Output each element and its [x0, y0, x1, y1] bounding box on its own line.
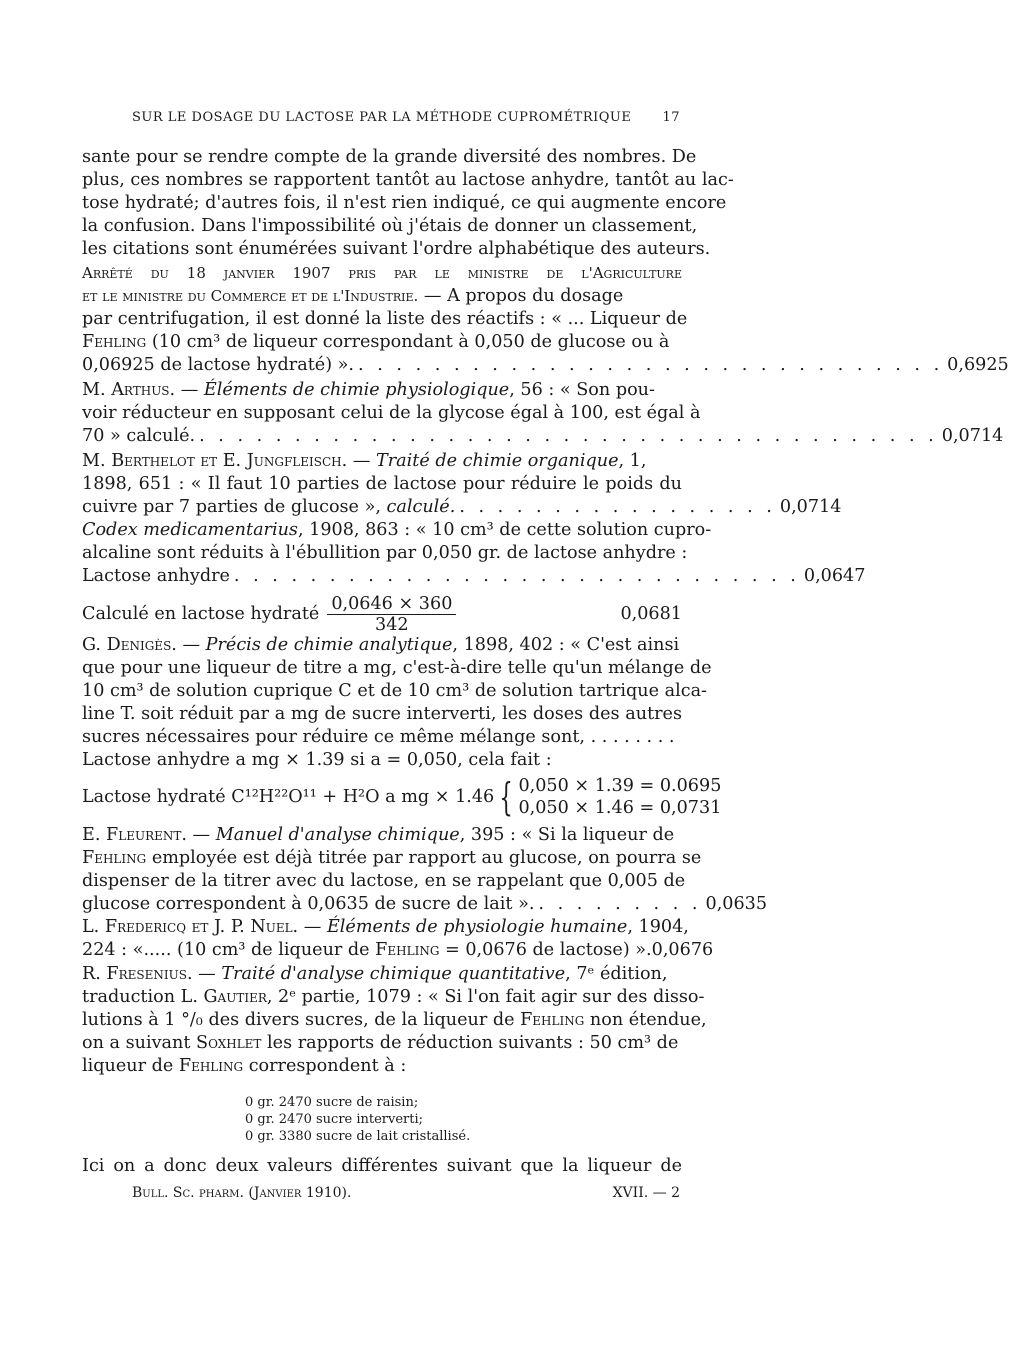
text-span: liqueur de: [82, 1056, 179, 1076]
citation-arthus: [82, 379, 682, 402]
text-line: la confusion. Dans l'impossibilité où j'étais de donner un classement,: [82, 216, 698, 236]
value-label: 70 » calculé.: [82, 426, 196, 446]
reduction-table: [245, 1094, 470, 1145]
table-row: 0 gr. 2470 sucre interverti;: [245, 1112, 424, 1127]
value: 0,0681: [620, 603, 682, 624]
text-line: par centrifugation, il est donné la liste des réactifs : « ... Liqueur de: [82, 309, 688, 329]
citation-codex: [82, 519, 712, 542]
fraction: [327, 594, 456, 635]
text-line: les citations sont énumérées suivant l'ordre alphabétique des auteurs.: [82, 239, 711, 259]
value-line: [82, 565, 866, 588]
page-footer: [132, 1182, 680, 1205]
text-span: 224 : «..... (10 cm³ de liqueur de: [82, 940, 376, 960]
text-span: , 395 : « Si la liqueur de: [459, 825, 675, 845]
author-name: R. Fresenius.: [82, 964, 193, 984]
value-label: [82, 939, 652, 962]
text-span: = 0,0676 de lactose) ».: [439, 940, 652, 960]
text-line: [82, 986, 705, 1009]
table-row: 0 gr. 2470 sucre de raisin;: [245, 1095, 419, 1110]
author-name: Fehling: [178, 1056, 244, 1076]
dot-leader: . . . . . . . . . . . . . . . . .: [459, 497, 776, 517]
author-name: M. Berthelot et E. Jungfleisch.: [82, 451, 348, 471]
text-span: lutions à 1 °/₀ des divers sucres, de la liqueur de: [82, 1010, 521, 1030]
text-span: les rapports de réduction suivants : 50 cm³ de: [261, 1033, 679, 1053]
citation-fresenius: [82, 963, 682, 986]
text-span: , 56 : « Son pou-: [509, 380, 655, 400]
text-line: [82, 1032, 682, 1055]
text-span: correspondent à :: [243, 1056, 407, 1076]
value: 0,0676: [651, 940, 714, 960]
text-span: (10 cm³ de liqueur correspondant à 0,050 de glucose ou à: [146, 332, 670, 352]
text-span: , 1908, 863 : « 10 cm³ de cette solution cupro-: [297, 520, 712, 540]
value-label: Lactose anhydre: [82, 566, 230, 586]
text-line: [82, 331, 682, 354]
citation-deniges: [82, 634, 682, 657]
running-header: [132, 106, 680, 129]
arrete-text: — A propos du dosage: [418, 286, 624, 306]
text-line: dispenser de la titrer avec du lactose, en se rappelant que 0,005 de: [82, 871, 686, 891]
text-line: tose hydraté; d'autres fois, il n'est rien indiqué, ce qui augmente encore: [82, 193, 727, 213]
text-line: voir réducteur en supposant celui de la glycose égal à 100, est égal à: [82, 403, 701, 423]
author-name: G. Denigès.: [82, 635, 177, 655]
text-span: , 1,: [618, 451, 647, 471]
text-line: plus, ces nombres se rapportent tantôt au lactose anhydre, tantôt au lac-: [82, 170, 734, 190]
formula-label: Calculé en lactose hydraté: [82, 603, 320, 624]
text-span: calculé.: [386, 497, 456, 517]
dot-leader: . . . . . . . . . . . . . . . . . . . . . . . . . . . . . .: [233, 566, 800, 586]
text-span: —: [192, 964, 222, 984]
formula-value: 0,050 × 1.39 = 0.0695: [518, 776, 722, 796]
work-title: Manuel d'analyse chimique: [215, 825, 460, 845]
page-number: 17: [662, 110, 680, 125]
value-line: [82, 425, 1004, 448]
work-title: Traité de chimie organique: [376, 451, 619, 471]
text-line: sante pour se rendre compte de la grande diversité des nombres. De: [82, 147, 697, 167]
running-title: SUR LE DOSAGE DU LACTOSE PAR LA MÉTHODE CUPROMÉTRIQUE: [132, 110, 632, 125]
journal-citation: Bull. Sc. pharm. (Janvier 1910).: [132, 1185, 352, 1201]
value-label: [82, 496, 455, 519]
value-line: [82, 893, 768, 916]
value-line: [82, 939, 714, 962]
text-span: —: [347, 451, 377, 471]
work-title: Éléments de physiologie humaine: [326, 917, 628, 937]
citation-berthelot: [82, 450, 682, 473]
text-span: , 7ᵉ édition,: [565, 964, 668, 984]
text-line: [82, 1055, 682, 1078]
text-span: employée est déjà titrée par rapport au glucose, on pourra se: [146, 848, 702, 868]
dot-leader: . . . . . . . . . . . . . . . . . . . . . . . . . . . . . . .: [358, 355, 944, 375]
hydrate-formula: [82, 772, 722, 822]
citation-arrete: [82, 285, 682, 308]
signature-mark: XVII. — 2: [612, 1185, 680, 1201]
text-span: , 1898, 402 : « C'est ainsi: [452, 635, 680, 655]
formula-line: [82, 592, 682, 636]
value-line: [82, 496, 842, 519]
work-title: Codex medicamentarius: [82, 520, 298, 540]
value-label: 0,06925 de lactose hydraté) ».: [82, 355, 355, 375]
text-span: —: [298, 917, 327, 937]
text-line: sucres nécessaires pour réduire ce même mélange sont, . . . . . . . .: [82, 727, 675, 747]
value: 0,0714: [779, 497, 842, 517]
text-span: on a suivant: [82, 1033, 197, 1053]
author-name: Fehling: [520, 1010, 585, 1030]
text-span: —: [186, 825, 216, 845]
dot-leader: . . . . . . . . .: [538, 894, 702, 914]
value-label: glucose correspondent à 0,0635 de sucre de lait ».: [82, 894, 535, 914]
author-name: M. Arthus.: [82, 380, 176, 400]
value: 0,0647: [803, 566, 866, 586]
fraction-numerator: 0,0646 × 360: [327, 594, 456, 615]
formula-values: [518, 775, 721, 819]
text-line: [82, 847, 702, 870]
text-line: alcaline sont réduits à l'ébullition par 0,050 gr. de lactose anhydre :: [82, 543, 688, 563]
author-name: Fehling: [82, 332, 147, 352]
work-title: Éléments de chimie physiologique: [203, 380, 510, 400]
arrete-source: et le ministre du Commerce et de l'Industrie.: [82, 287, 419, 305]
value-line: [82, 354, 1009, 377]
author-name: Gautier: [203, 987, 267, 1007]
text-line: 1898, 651 : « Il faut 10 parties de lactose pour réduire le poids du: [82, 474, 682, 494]
work-title: Précis de chimie analytique: [205, 635, 453, 655]
text-span: , 1904,: [627, 917, 689, 937]
author-name: E. Fleurent.: [82, 825, 187, 845]
citation-fleurent: [82, 824, 682, 847]
value: 0,0635: [705, 894, 768, 914]
text-span: non étendue,: [584, 1010, 707, 1030]
table-row: 0 gr. 3380 sucre de lait cristallisé.: [245, 1129, 471, 1144]
value: 0,6925: [947, 355, 1009, 375]
citation-arrete-heading: Arrêté du 18 janvier 1907 pris par le ministre de l'Agriculture: [82, 264, 682, 282]
formula-label: Lactose hydraté C¹²H²²O¹¹ + H²O a mg × 1.46: [82, 786, 495, 807]
value: 0,0714: [941, 426, 1004, 446]
author-name: Fehling: [82, 848, 147, 868]
brace-icon: {: [499, 775, 513, 819]
text-span: traduction L.: [82, 987, 204, 1007]
dot-leader: . . . . . . . . . . . . . . . . . . . . . . . . . . . . . . . . . . . . . . .: [199, 426, 938, 446]
text-line: Lactose anhydre a mg × 1.39 si a = 0,050, cela fait :: [82, 750, 552, 770]
text-line: 10 cm³ de solution cuprique C et de 10 cm³ de solution tartrique alca-: [82, 681, 707, 701]
citation-fredericq: [82, 916, 689, 939]
author-name: Soxhlet: [196, 1033, 262, 1053]
text-span: , 2ᵉ partie, 1079 : « Si l'on fait agir sur des disso-: [266, 987, 705, 1007]
text-span: —: [176, 635, 206, 655]
text-line: line T. soit réduit par a mg de sucre interverti, les doses des autres: [82, 704, 682, 724]
text-line: Ici on a donc deux valeurs différentes suivant que la liqueur de: [82, 1156, 682, 1176]
text-span: —: [175, 380, 204, 400]
work-title: Traité d'analyse chimique quantitative: [221, 964, 566, 984]
fraction-denominator: 342: [375, 614, 409, 635]
author-name: Fehling: [375, 940, 440, 960]
formula-value: 0,050 × 1.46 = 0,0731: [518, 798, 722, 818]
text-span: cuivre par 7 parties de glucose »,: [82, 497, 387, 517]
text-line: que pour une liqueur de titre a mg, c'est-à-dire telle qu'un mélange de: [82, 658, 712, 678]
text-line: [82, 1009, 707, 1032]
author-name: L. Fredericq et J. P. Nuel.: [82, 917, 299, 937]
